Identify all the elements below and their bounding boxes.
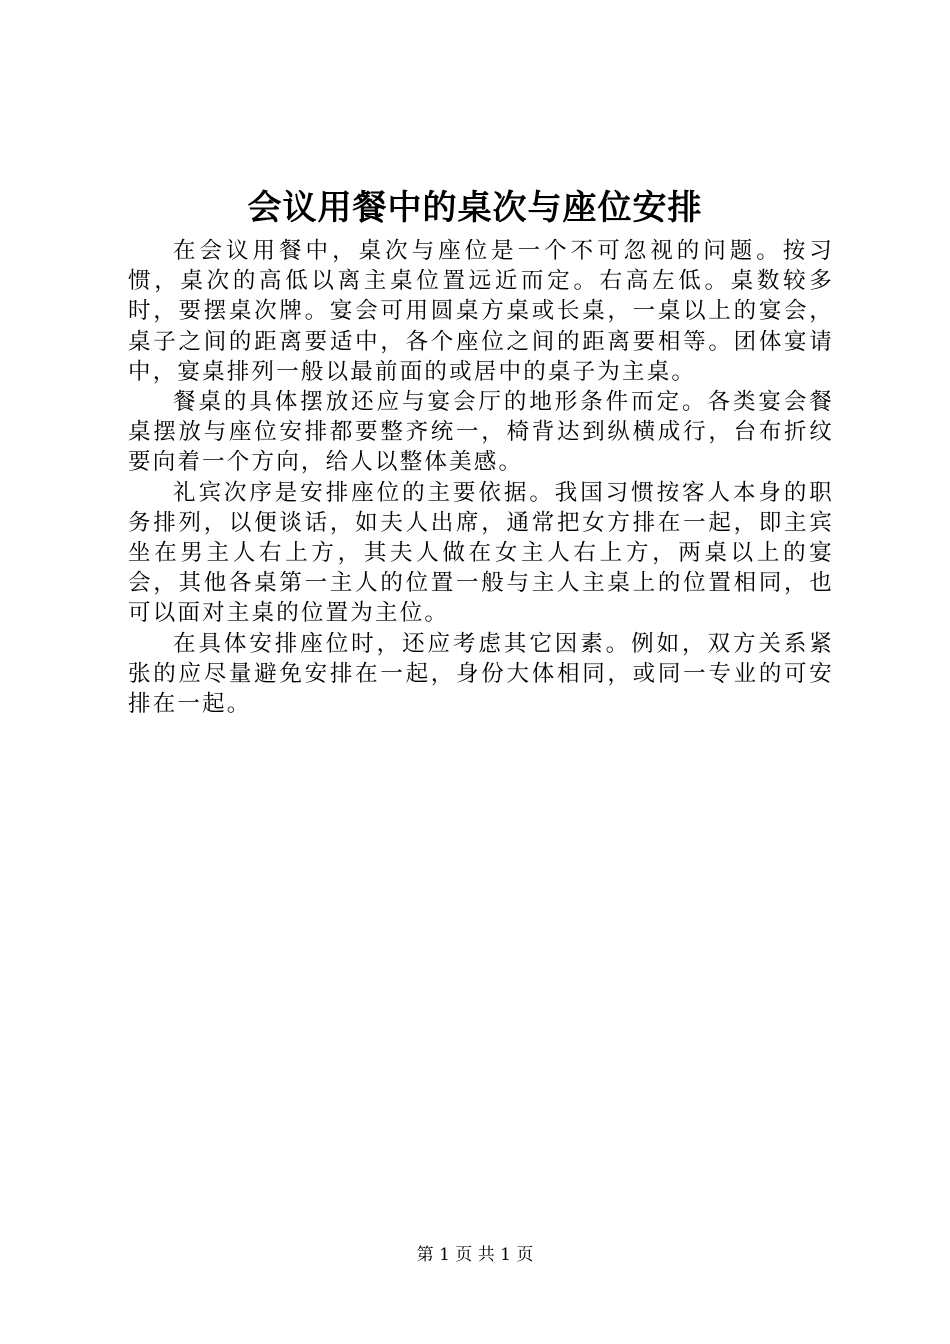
paragraph: 在具体安排座位时，还应考虑其它因素。例如，双方关系紧张的应尽量避免安排在一起，身份大体相同，或同一专业的可安排在一起。	[128, 630, 834, 718]
page-number-footer: 第 1 页 共 1 页	[416, 1245, 534, 1265]
paragraph: 餐桌的具体摆放还应与宴会厅的地形条件而定。各类宴会餐桌摆放与座位安排都要整齐统一，椅背达到纵横成行，台布折纹要向着一个方向，给人以整体美感。	[128, 389, 834, 476]
document-title: 会议用餐中的桌次与座位安排	[247, 188, 703, 228]
paragraph: 礼宾次序是安排座位的主要依据。我国习惯按客人本身的职务排列，以便谈话，如夫人出席，通常把女方排在一起，即主宾坐在男主人右上方，其夫人做在女主人右上方，两桌以上的宴会，其他各桌第一主人的位置一般与主人主桌上的位置相同，也可以面对主桌的位置为主位。	[128, 479, 834, 627]
document-body	[128, 236, 834, 719]
paragraph: 在会议用餐中，桌次与座位是一个不可忽视的问题。按习惯，桌次的高低以离主桌位置远近而定。右高左低。桌数较多时，要摆桌次牌。宴会可用圆桌方桌或长桌，一桌以上的宴会，桌子之间的距离要适中，各个座位之间的距离要相等。团体宴请中，宴桌排列一般以最前面的或居中的桌子为主桌。	[128, 238, 834, 385]
